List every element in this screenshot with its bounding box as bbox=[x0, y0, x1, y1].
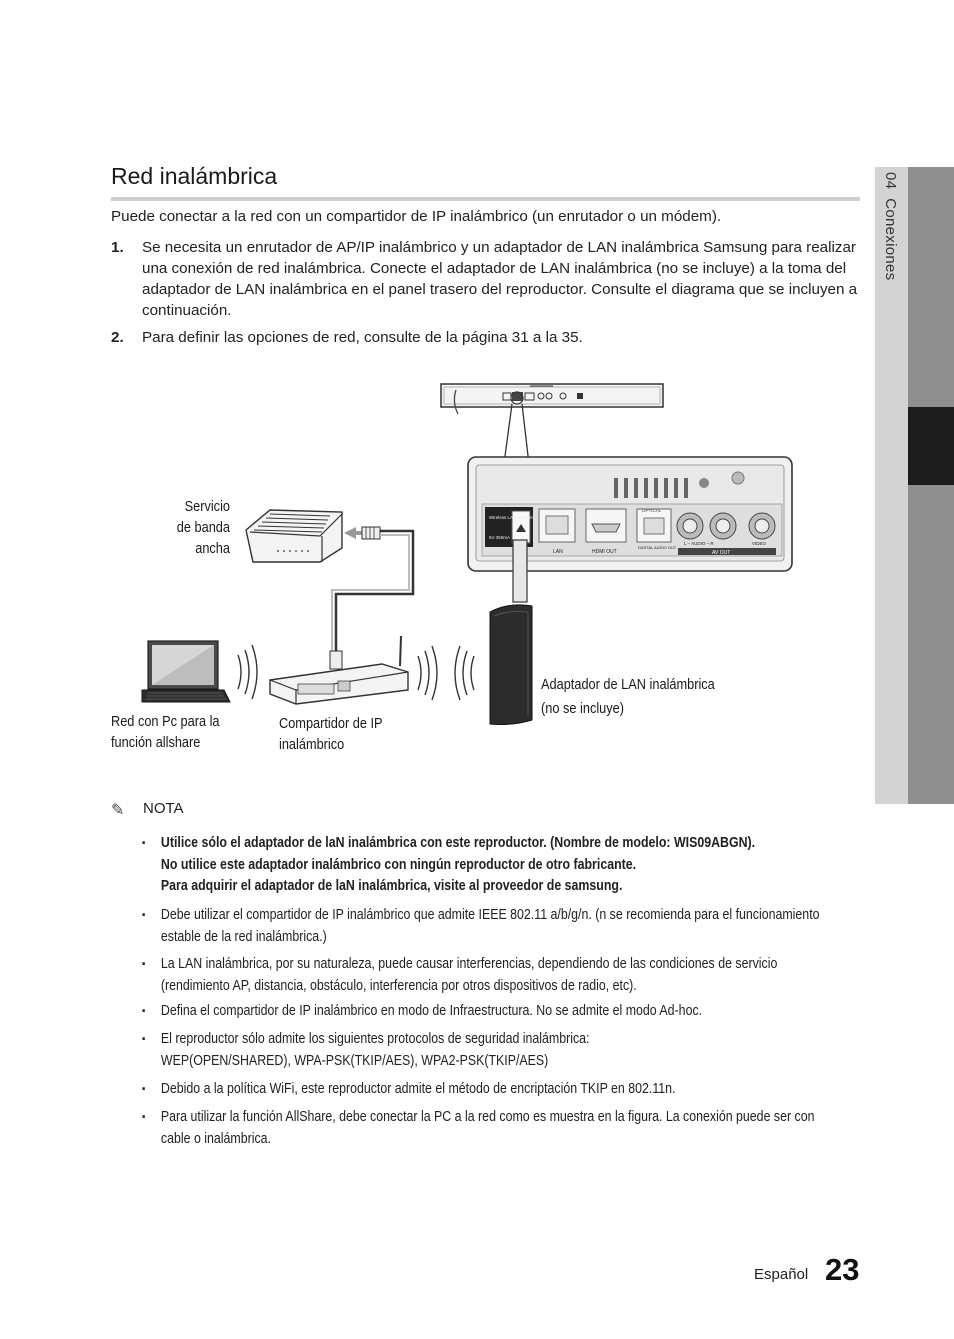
step-number: 1. bbox=[111, 239, 124, 256]
note-line: Utilice sólo el adaptador de laN inalámbrica con este reproductor. (Nombre de modelo: WIS09ABGN). bbox=[160, 835, 756, 851]
broadband-label-line: Servicio bbox=[184, 499, 230, 515]
pc-label-line: función allshare bbox=[111, 735, 201, 751]
note-line: (rendimiento AP, distancia, obstáculo, interferencia por otros dispositivos de radio, etc). bbox=[160, 977, 637, 994]
panel-digital-label: DIGITAL AUDIO OUT bbox=[638, 545, 677, 550]
note-line: El reproductor sólo admite los siguientes protocolos de seguridad inalámbrica: bbox=[160, 1031, 590, 1047]
adapter-label bbox=[541, 673, 752, 721]
modem-icon bbox=[246, 510, 342, 562]
bullet-icon: ▪ bbox=[142, 837, 146, 849]
note-line: Debe utilizar el compartidor de IP inalámbrico que admite IEEE 802.11 a/b/g/n. (n se recomienda para el funcionamiento bbox=[160, 907, 820, 923]
panel-lan-label: LAN bbox=[553, 549, 563, 555]
bullet-icon: ▪ bbox=[142, 1033, 146, 1045]
page-title: Red inalámbrica bbox=[111, 163, 278, 189]
sharer-label-line: inalámbrico bbox=[279, 737, 345, 753]
bullet-icon: ▪ bbox=[142, 1083, 146, 1095]
note-line: La LAN inalámbrica, por su naturaleza, puede causar interferencias, dependiendo de las condiciones de servicio bbox=[160, 956, 778, 972]
adapter-label-line: Adaptador de LAN inalámbrica bbox=[541, 677, 715, 693]
pc-label bbox=[111, 712, 252, 754]
note-item bbox=[142, 1079, 847, 1101]
bullet-icon: ▪ bbox=[142, 1111, 146, 1123]
step-number: 2. bbox=[111, 329, 124, 346]
note-item bbox=[142, 954, 847, 997]
page-number: 23 bbox=[825, 1252, 860, 1287]
note-line: Debido a la política WiFi, este reproductor admite el método de encriptación TKIP en 802.11n. bbox=[160, 1081, 676, 1097]
note-line: Para adquirir el adaptador de laN inalámbrica, visite al proveedor de samsung. bbox=[160, 878, 623, 894]
note-line: estable de la red inalámbrica.) bbox=[160, 928, 327, 945]
note-item bbox=[142, 833, 847, 898]
broadband-label-line: de banda bbox=[176, 520, 230, 536]
broadband-label bbox=[160, 497, 230, 560]
panel-wireless-label: Wireless LAN Adapter bbox=[489, 515, 534, 520]
nota-heading: NOTA bbox=[143, 800, 184, 817]
panel-optical-label: OPTICAL bbox=[642, 508, 662, 513]
laptop-icon bbox=[142, 641, 230, 702]
adapter-label-line: (no se incluye) bbox=[541, 701, 624, 717]
step-text: Para definir las opciones de red, consulte de la página 31 a la 35. bbox=[142, 329, 583, 346]
panel-video-label: VIDEO bbox=[752, 541, 767, 546]
chapter-number: 04 bbox=[882, 172, 899, 190]
panel-hdmi-label: HDMI OUT bbox=[592, 549, 617, 555]
note-line: WEP(OPEN/SHARED), WPA-PSK(TKIP/AES), WPA2-PSK(TKIP/AES) bbox=[160, 1052, 549, 1069]
note-item bbox=[142, 1107, 847, 1150]
bullet-icon: ▪ bbox=[142, 1005, 146, 1017]
bullet-icon: ▪ bbox=[142, 958, 146, 970]
player-rear-icon bbox=[441, 384, 663, 414]
pencil-icon: ✎ bbox=[111, 802, 125, 819]
note-line: cable o inalámbrica. bbox=[160, 1130, 271, 1147]
panel-wireless-rating: 5V 350mA bbox=[489, 535, 511, 540]
intro-paragraph: Puede conectar a la red con un compartidor de IP inalámbrico (un enrutador o un módem). bbox=[111, 208, 722, 225]
panel-audio-label: L – AUDIO – R bbox=[684, 541, 714, 546]
note-line: No utilice este adaptador inalámbrico con ningún reproductor de otro fabricante. bbox=[160, 856, 637, 873]
note-item bbox=[142, 1001, 847, 1023]
sharer-label bbox=[279, 714, 420, 756]
sharer-label-line: Compartidor de IP bbox=[279, 716, 383, 732]
step-text: Se necesita un enrutador de AP/IP inalámbrico y un adaptador de LAN inalámbrica Samsung para realizar una conexión de red inalámbrica. Conecte el adaptador de LAN inalámbrica (no se incluye) a la toma del adaptador de LAN inalámbrica en el panel trasero del reproductor. Consulte el diagrama que se incluyen a continuación. bbox=[142, 239, 858, 319]
panel-av-out-label: AV OUT bbox=[712, 550, 731, 556]
note-item bbox=[142, 1029, 847, 1072]
page-language: Español bbox=[754, 1266, 809, 1283]
note-item bbox=[142, 905, 847, 948]
broadband-label-line: ancha bbox=[195, 541, 230, 557]
pc-label-line: Red con Pc para la bbox=[111, 714, 220, 730]
chapter-title: Conexiones bbox=[882, 198, 899, 281]
router-icon bbox=[270, 636, 408, 704]
note-line: Para utilizar la función AllShare, debe conectar la PC a la red como es muestra en la figura. La conexión puede ser con bbox=[160, 1109, 815, 1125]
note-line: Defina el compartidor de IP inalámbrico en modo de Infraestructura. No se admite el modo Ad-hoc. bbox=[160, 1003, 703, 1019]
bullet-icon: ▪ bbox=[142, 909, 146, 921]
